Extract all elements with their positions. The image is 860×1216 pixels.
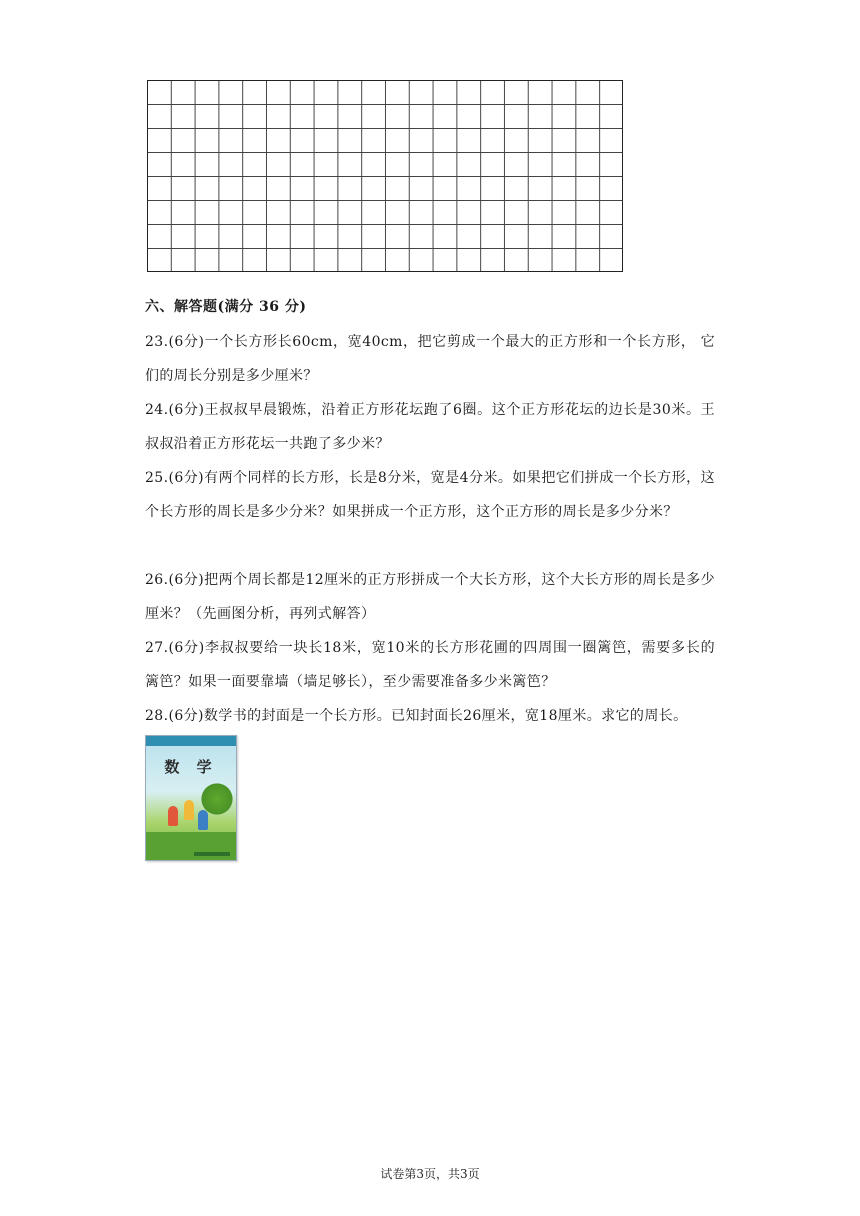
question-25: 25.(6分)有两个同样的长方形，长是8分米，宽是4分米。如果把它们拼成一个长方形，这个长方形的周长是多少分米？如果拼成一个正方形，这个正方形的周长是多少分米？ (145, 470, 715, 520)
section-title: 六、解答题(满分 36 分) (145, 299, 307, 315)
child-figure-icon (198, 810, 208, 830)
child-figure-icon (184, 800, 194, 820)
child-figure-icon (168, 806, 178, 826)
math-textbook-cover-image (145, 735, 237, 861)
book-top-band (146, 736, 236, 746)
page-footer: 试卷第3页，共3页 (380, 1167, 480, 1181)
question-24: 24.(6分)王叔叔早晨锻炼，沿着正方形花坛跑了6圈。这个正方形花坛的边长是30米。王叔叔沿着正方形花坛一共跑了多少米？ (145, 402, 715, 452)
publisher-mark (194, 852, 230, 856)
question-28: 28.(6分)数学书的封面是一个长方形。已知封面长26厘米，宽18厘米。求它的周长。 (145, 708, 688, 724)
question-26: 26.(6分)把两个周长都是12厘米的正方形拼成一个大长方形，这个大长方形的周长是多少厘米？（先画图分析，再列式解答） (145, 572, 715, 622)
grid-paper (147, 80, 623, 272)
question-27: 27.(6分)李叔叔要给一块长18米，宽10米的长方形花圃的四周围一圈篱笆，需要多长的篱笆？如果一面要靠墙（墙足够长），至少需要准备多少米篱笆？ (145, 640, 715, 690)
book-title: 数 学 (164, 758, 218, 776)
question-23: 23.(6分)一个长方形长60cm，宽40cm，把它剪成一个最大的正方形和一个长方形， 它们的周长分别是多少厘米？ (145, 334, 715, 384)
